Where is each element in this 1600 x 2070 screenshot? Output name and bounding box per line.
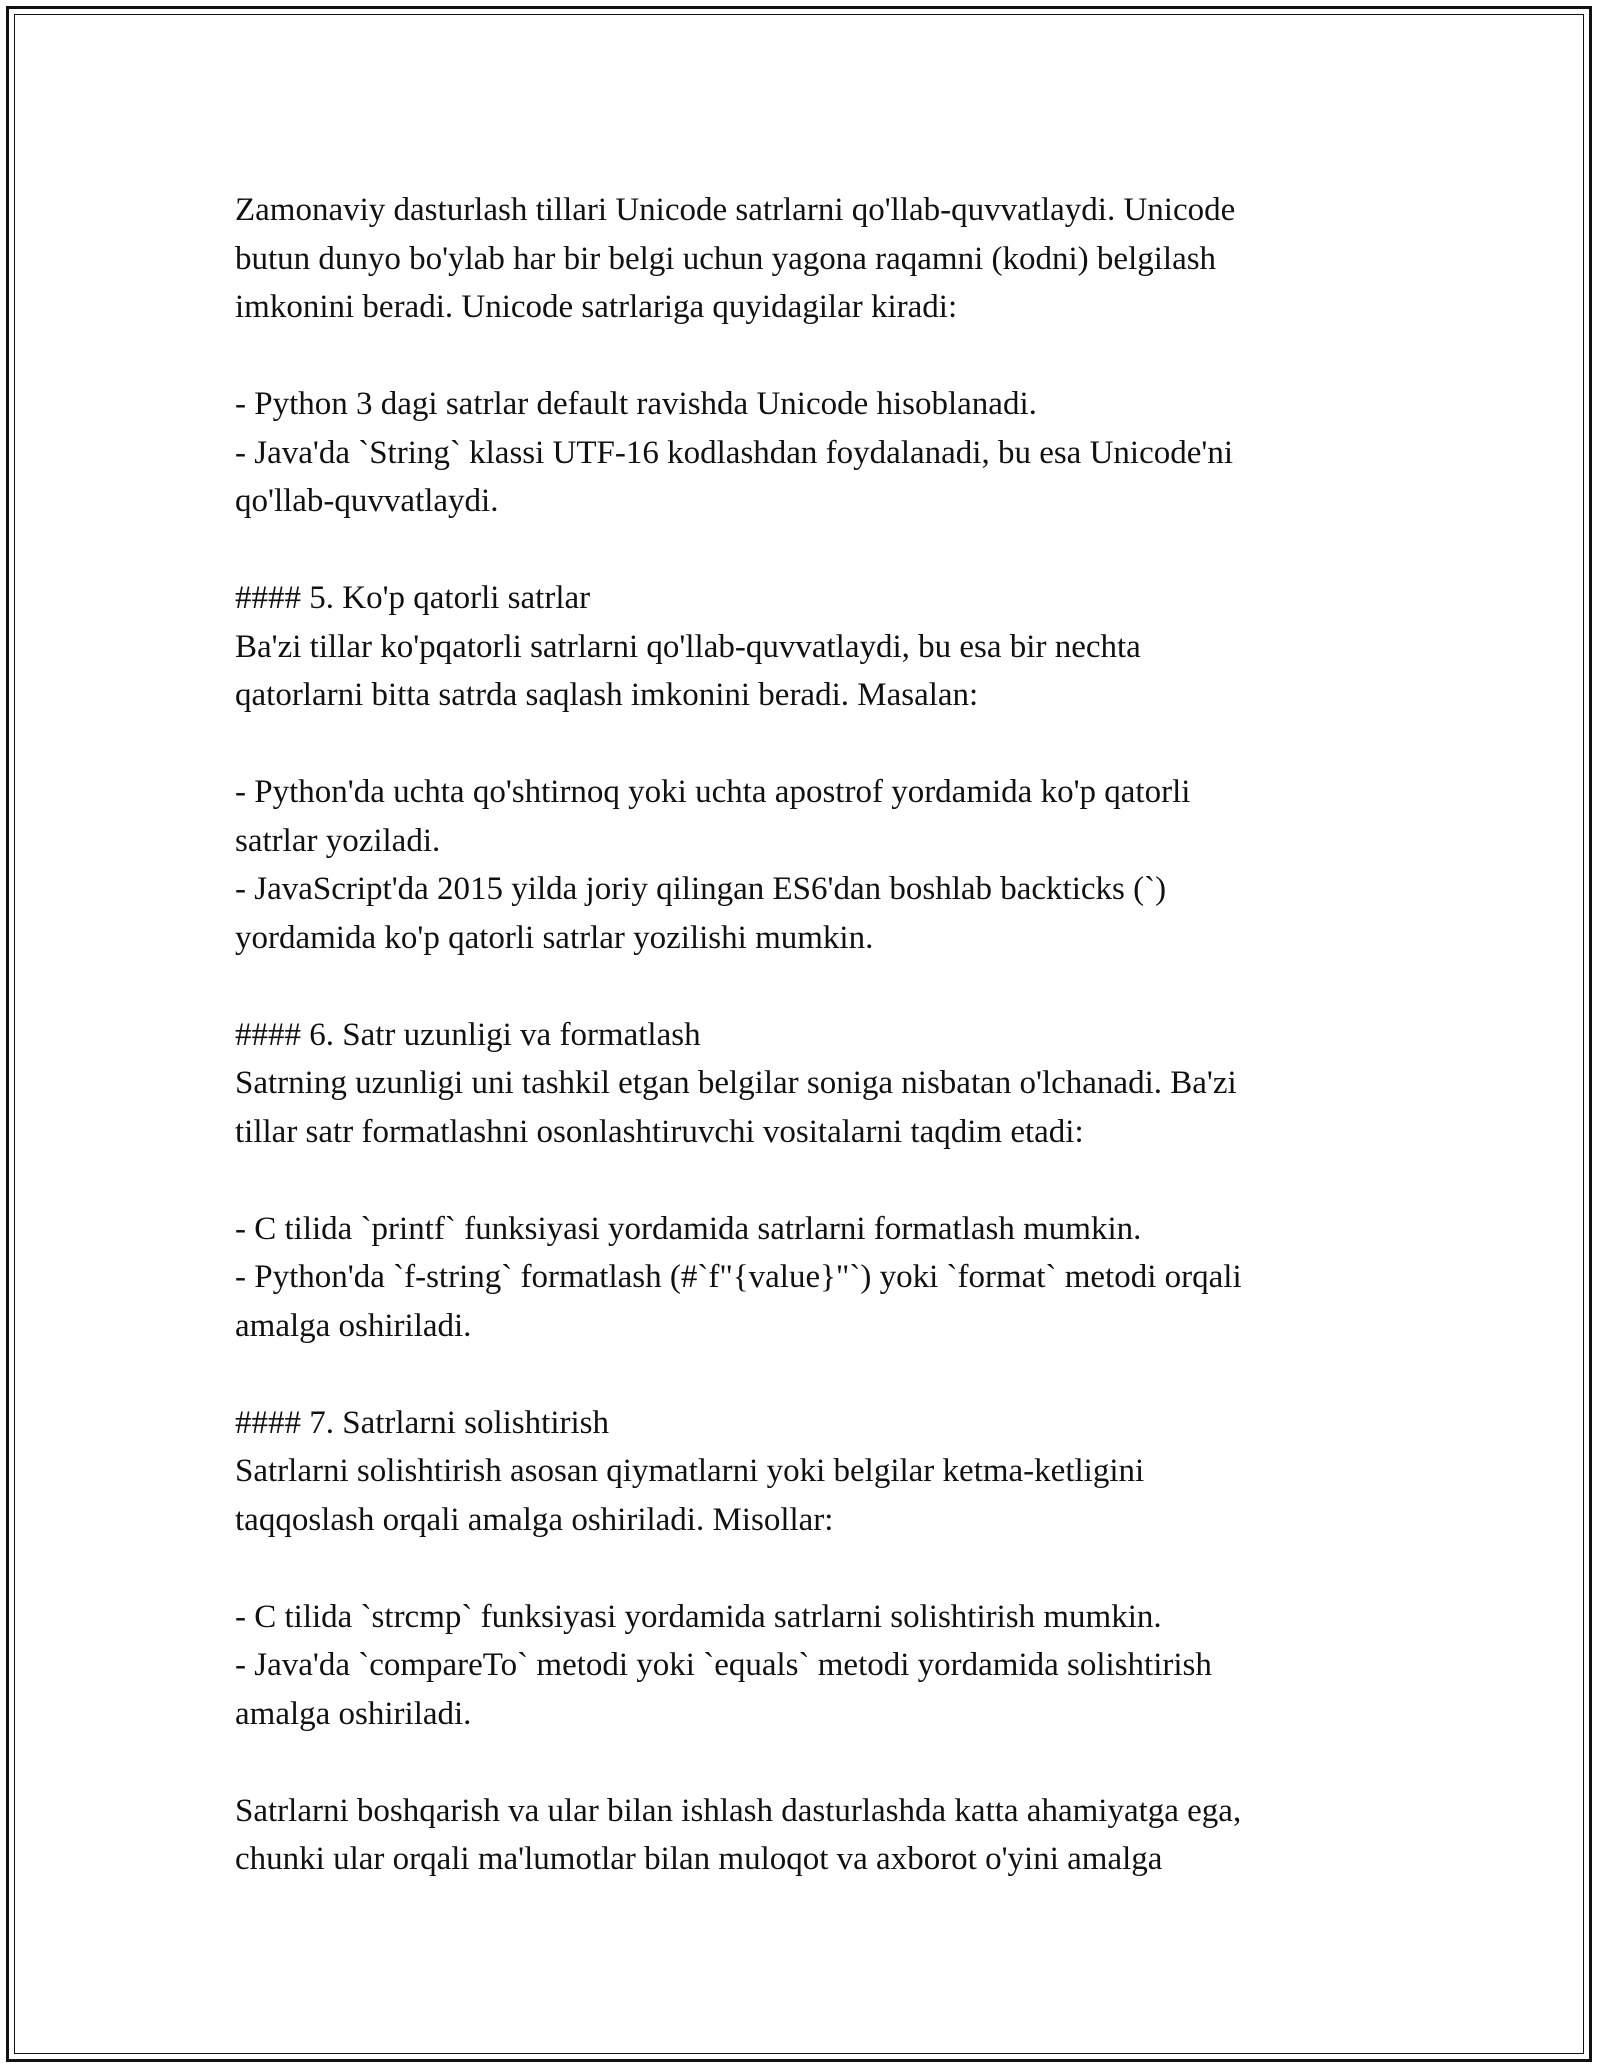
paragraph-gap xyxy=(235,1350,1385,1399)
document-body xyxy=(235,186,1385,1884)
section6-line: tillar satr formatlashni osonlashtiruvchi vositalarni taqdim etadi: xyxy=(235,1113,1084,1150)
section6-bullet-line: amalga oshiriladi. xyxy=(235,1307,472,1344)
paragraph-gap xyxy=(235,1738,1385,1787)
paragraph-gap xyxy=(235,332,1385,381)
section6-bullet-line: - C tilida `printf` funksiyasi yordamida satrlarni formatlash mumkin. xyxy=(235,1210,1142,1247)
section5-line: Ba'zi tillar ko'pqatorli satrlarni qo'llab-quvvatlaydi, bu esa bir nechta xyxy=(235,628,1141,665)
paragraph-gap xyxy=(235,962,1385,1011)
paragraph-gap xyxy=(235,720,1385,769)
conclusion-line: Satrlarni boshqarish va ular bilan ishlash dasturlashda katta ahamiyatga ega, xyxy=(235,1792,1242,1829)
section5-bullet-line: - JavaScript'da 2015 yilda joriy qilingan ES6'dan boshlab backticks (`) xyxy=(235,871,1167,907)
section5-bullet-line: yordamida ko'p qatorli satrlar yozilishi mumkin. xyxy=(235,919,874,956)
section7-line: Satrlarni solishtirish asosan qiymatlarni yoki belgilar ketma-ketligini xyxy=(235,1453,1145,1489)
section7-bullet-line: - Java'da `compareTo` metodi yoki `equals` metodi yordamida solishtirish xyxy=(235,1647,1212,1683)
section5-bullet-line: - Python'da uchta qo'shtirnoq yoki uchta apostrof yordamida ko'p qatorli xyxy=(235,774,1191,810)
section7-bullet-line: amalga oshiriladi. xyxy=(235,1695,472,1732)
section5-line: qatorlarni bitta satrda saqlash imkonini beradi. Masalan: xyxy=(235,677,979,713)
section6-line: Satrning uzunligi uni tashkil etgan belgilar soniga nisbatan o'lchanadi. Ba'zi xyxy=(235,1065,1237,1101)
paragraph-gap xyxy=(235,1544,1385,1593)
section7-heading: #### 7. Satrlarni solishtirish xyxy=(235,1404,609,1441)
intro-line: imkonini beradi. Unicode satrlariga quyidagilar kiradi: xyxy=(235,289,958,325)
section7-line: taqqoslash orqali amalga oshiriladi. Misollar: xyxy=(235,1501,834,1538)
intro-line: butun dunyo bo'ylab har bir belgi uchun yagona raqamni (kodni) belgilash xyxy=(235,240,1217,277)
intro-bullet-line: - Python 3 dagi satrlar default ravishda Unicode hisoblanadi. xyxy=(235,386,1037,422)
section7-bullet-line: - C tilida `strcmp` funksiyasi yordamida satrlarni solishtirish mumkin. xyxy=(235,1598,1162,1635)
intro-bullet-line: qo'llab-quvvatlaydi. xyxy=(235,483,499,519)
section6-bullet-line: - Python'da `f-string` formatlash (#`f"{value}"`) yoki `format` metodi orqali xyxy=(235,1259,1242,1295)
paragraph-gap xyxy=(235,1156,1385,1205)
conclusion-line: chunki ular orqali ma'lumotlar bilan muloqot va axborot o'yini amalga xyxy=(235,1841,1163,1877)
section5-heading: #### 5. Ko'p qatorli satrlar xyxy=(235,580,591,616)
section5-bullet-line: satrlar yoziladi. xyxy=(235,822,441,859)
intro-bullet-line: - Java'da `String` klassi UTF-16 kodlashdan foydalanadi, bu esa Unicode'ni xyxy=(235,434,1233,471)
section6-heading: #### 6. Satr uzunligi va formatlash xyxy=(235,1016,701,1053)
paragraph-gap xyxy=(235,526,1385,575)
intro-line: Zamonaviy dasturlash tillari Unicode satrlarni qo'llab-quvvatlaydi. Unicode xyxy=(235,192,1236,228)
